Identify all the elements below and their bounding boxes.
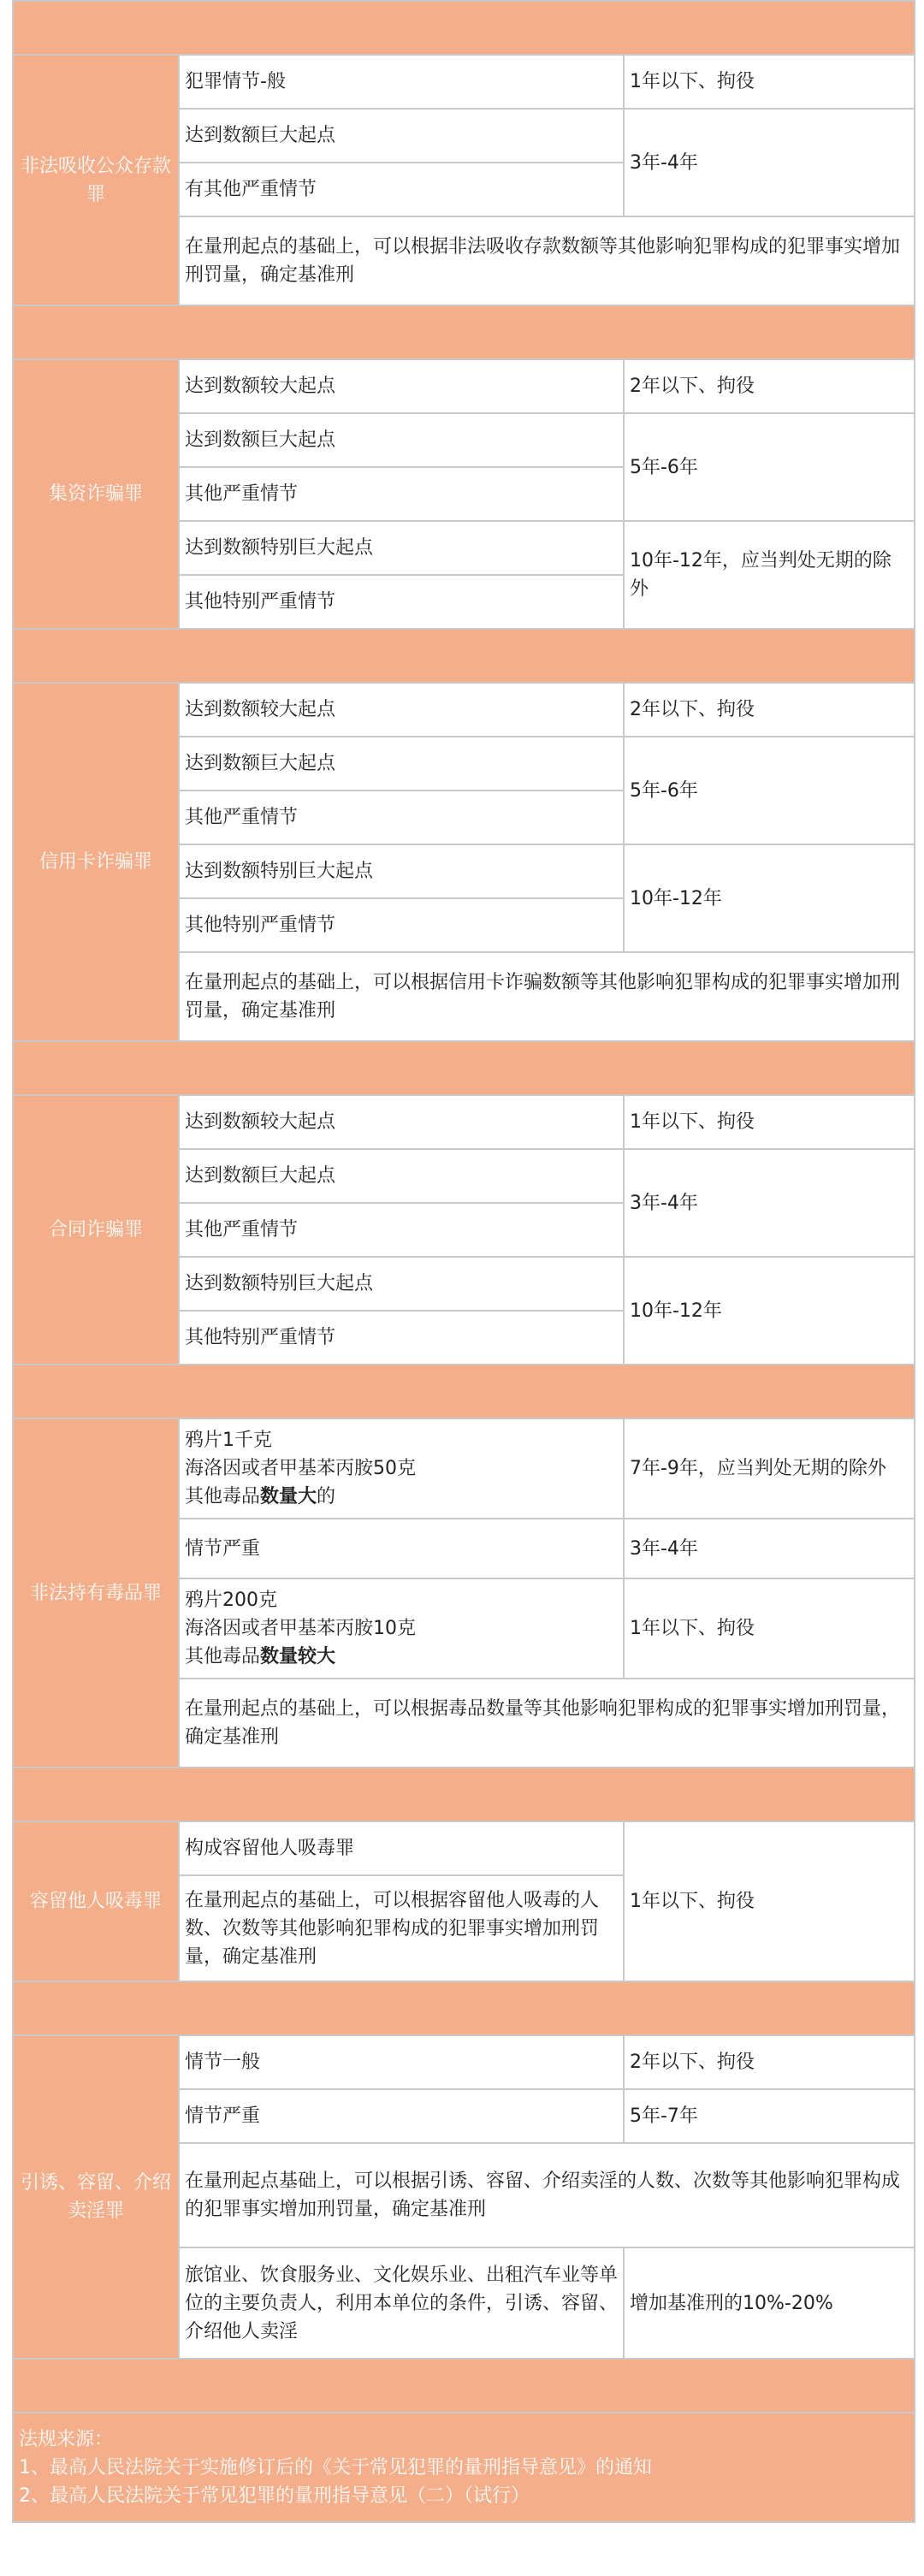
- penalty-cell: 1年以下、拘役: [624, 55, 915, 109]
- condition-cell: 其他严重情节: [179, 791, 624, 844]
- drug-quantity-line: 海洛因或者甲基苯丙胺10克: [185, 1618, 416, 1639]
- condition-cell: 达到数额特别巨大起点: [179, 1257, 624, 1311]
- condition-cell: 达到数额巨大起点: [179, 413, 624, 467]
- penalty-cell: 5年-6年: [624, 413, 915, 521]
- penalty-cell: 5年-6年: [624, 737, 915, 844]
- crime-name-cell: 容留他人吸毒罪: [13, 1821, 179, 1981]
- penalty-cell: 10年-12年: [624, 844, 915, 952]
- crime-name-cell: 引诱、容留、介绍卖淫罪: [13, 2035, 179, 2359]
- section-separator: [13, 2359, 915, 2413]
- condition-cell: 犯罪情节-般: [179, 55, 624, 109]
- sentencing-note-cell: 在量刑起点的基础上，可以根据毒品数量等其他影响犯罪构成的犯罪事实增加刑罚量，确定基准刑: [179, 1679, 915, 1768]
- penalty-cell: 1年以下、拘役: [624, 1095, 915, 1149]
- section-separator: [13, 1, 915, 55]
- footer-source-2: 2、最高人民法院关于常见犯罪的量刑指导意见（二）（试行）: [19, 2484, 530, 2507]
- section-separator: [13, 1365, 915, 1418]
- penalty-cell: 5年-7年: [624, 2089, 915, 2143]
- penalty-cell: 10年-12年，应当判处无期的除外: [624, 521, 915, 629]
- condition-cell: 达到数额特别巨大起点: [179, 521, 624, 575]
- condition-cell: 有其他严重情节: [179, 163, 624, 216]
- condition-cell: 其他特别严重情节: [179, 1311, 624, 1365]
- footer-source-1: 1、最高人民法院关于实施修订后的《关于常见犯罪的量刑指导意见》的通知: [19, 2456, 652, 2478]
- condition-cell: 情节一般: [179, 2035, 624, 2089]
- drug-quantity-text: 其他毒品: [185, 1486, 261, 1507]
- section-separator: [13, 1041, 915, 1095]
- sentencing-table: [12, 0, 915, 2523]
- penalty-cell: 7年-9年，应当判处无期的除外: [624, 1418, 915, 1519]
- penalty-cell: 增加基准刑的10%-20%: [624, 2247, 915, 2359]
- penalty-cell: 3年-4年: [624, 109, 915, 216]
- condition-cell: 旅馆业、饮食服务业、文化娱乐业、出租汽车业等单位的主要负责人，利用本单位的条件，引诱、容留、介绍他人卖淫: [179, 2247, 624, 2359]
- penalty-cell: 1年以下、拘役: [624, 1578, 915, 1679]
- penalty-cell: 2年以下、拘役: [624, 683, 915, 737]
- condition-cell: 达到数额巨大起点: [179, 737, 624, 791]
- penalty-cell: 2年以下、拘役: [624, 359, 915, 413]
- penalty-cell: 3年-4年: [624, 1519, 915, 1578]
- condition-cell: 情节严重: [179, 1519, 624, 1578]
- drug-quantity-line: 鸦片200克: [185, 1590, 277, 1611]
- condition-cell: 达到数额巨大起点: [179, 109, 624, 163]
- crime-name-cell: 合同诈骗罪: [13, 1095, 179, 1365]
- penalty-cell: 2年以下、拘役: [624, 2035, 915, 2089]
- section-separator: [13, 1981, 915, 2035]
- penalty-cell: 3年-4年: [624, 1149, 915, 1257]
- drug-quantity-line: 海洛因或者甲基苯丙胺50克: [185, 1458, 416, 1479]
- penalty-cell: 10年-12年: [624, 1257, 915, 1365]
- section-separator: [13, 1768, 915, 1821]
- condition-cell: 构成容留他人吸毒罪: [179, 1821, 624, 1875]
- sentencing-note-cell: 在量刑起点基础上，可以根据引诱、容留、介绍卖淫的人数、次数等其他影响犯罪构成的犯罪事实增加刑罚量，确定基准刑: [179, 2143, 915, 2247]
- sentencing-note-cell: 在量刑起点的基础上，可以根据信用卡诈骗数额等其他影响犯罪构成的犯罪事实增加刑罚量，确定基准刑: [179, 952, 915, 1041]
- condition-cell: 情节严重: [179, 2089, 624, 2143]
- section-separator: [13, 305, 915, 359]
- condition-cell: 其他严重情节: [179, 467, 624, 521]
- condition-cell: 其他特别严重情节: [179, 898, 624, 952]
- footer-heading: 法规来源：: [19, 2428, 114, 2450]
- condition-cell: 达到数额特别巨大起点: [179, 844, 624, 898]
- condition-cell: 达到数额巨大起点: [179, 1149, 624, 1203]
- condition-cell: [179, 1418, 624, 1519]
- drug-quantity-line: [185, 1483, 618, 1511]
- condition-cell: 在量刑起点的基础上，可以根据容留他人吸毒的人数、次数等其他影响犯罪构成的犯罪事实增加刑罚量，确定基准刑: [179, 1875, 624, 1981]
- condition-cell: [179, 1578, 624, 1679]
- crime-name-cell: 集资诈骗罪: [13, 359, 179, 629]
- condition-cell: 达到数额较大起点: [179, 683, 624, 737]
- drug-quantity-text: 其他毒品: [185, 1646, 261, 1667]
- condition-cell: 达到数额较大起点: [179, 1095, 624, 1149]
- drug-quantity-emphasis: 数量较大: [260, 1646, 336, 1667]
- drug-quantity-text: 的: [317, 1486, 336, 1507]
- sentencing-note-cell: 在量刑起点的基础上，可以根据非法吸收存款数额等其他影响犯罪构成的犯罪事实增加刑罚量，确定基准刑: [179, 216, 915, 305]
- drug-quantity-line: 鸦片1千克: [185, 1430, 272, 1451]
- condition-cell: 其他特别严重情节: [179, 575, 624, 629]
- crime-name-cell: 信用卡诈骗罪: [13, 683, 179, 1041]
- regulation-source-footer: [13, 2413, 915, 2522]
- penalty-cell: 1年以下、拘役: [624, 1821, 915, 1981]
- crime-name-cell: 非法吸收公众存款罪: [13, 55, 179, 305]
- crime-name-cell: 非法持有毒品罪: [13, 1418, 179, 1768]
- drug-quantity-emphasis: 数量大: [260, 1486, 317, 1507]
- condition-cell: 其他严重情节: [179, 1203, 624, 1257]
- drug-quantity-line: [185, 1643, 618, 1671]
- condition-cell: 达到数额较大起点: [179, 359, 624, 413]
- section-separator: [13, 629, 915, 683]
